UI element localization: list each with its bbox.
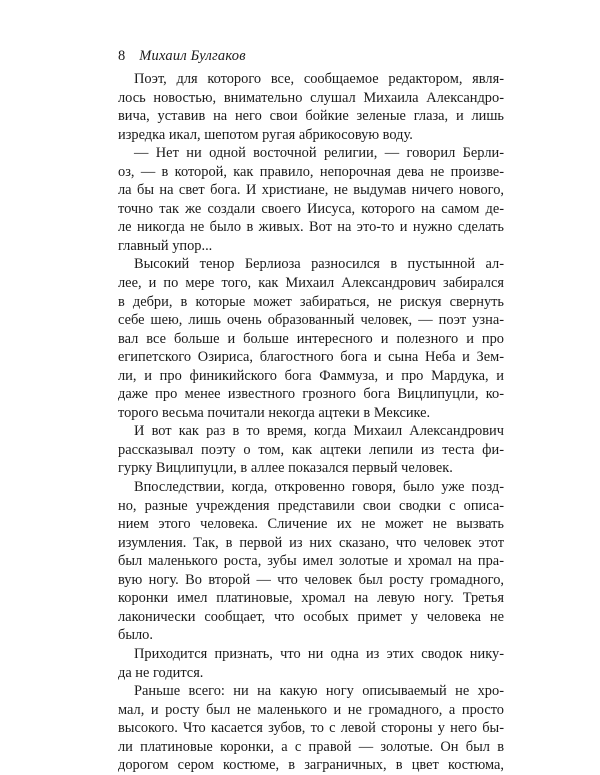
text-line: мал, и росту был не маленького и не громадного, а просто: [118, 701, 504, 718]
text-line: главный упор...: [118, 237, 213, 254]
text-line: нием этого человека. Сличение их не может не вызвать: [118, 516, 504, 533]
text-line: Приходится признать, что ни одна из этих сводок нику-: [134, 645, 504, 662]
text-line: изредка икал, шепотом ругая абрикосовую воду.: [118, 126, 413, 143]
text-line: Раньше всего: ни на какую ногу описываемый не хро-: [134, 683, 504, 700]
text-line: Впоследствии, когда, откровенно говоря, было уже позд-: [134, 479, 504, 496]
text-line: даже про менее известного грозного бога Вицлипуцли, ко-: [118, 386, 504, 403]
text-line: был маленького роста, зубы имел золотые и хромал на пра-: [118, 553, 504, 570]
text-line: ли, и про финикийского бога Фаммуза, и про Мардука, и: [118, 367, 504, 384]
text-line: Высокий тенор Берлиоза разносился в пустынной ал-: [134, 256, 504, 273]
text-line: коронки имел платиновые, хромал на левую ногу. Третья: [118, 590, 504, 607]
text-line: ла бы на свет бога. И христиане, не выдумав ничего нового,: [118, 182, 504, 199]
text-line: но, разные учреждения представили свои сводки с описа-: [118, 497, 504, 514]
page-number: 8: [118, 48, 126, 64]
text-line: — Нет ни одной восточной религии, — говорил Берли-: [134, 145, 504, 162]
text-line: торого весьма почитали некогда ацтеки в Мексике.: [118, 404, 431, 421]
text-line: лось новостью, внимательно слушал Михаила Александро-: [118, 89, 504, 106]
text-line: ле никогда не было в живых. Вот на это-то и нужно сделать: [118, 219, 504, 236]
text-line: точно так же создали своего Иисуса, которого на самом де-: [118, 200, 504, 217]
text-line: рассказывал поэту о том, как ацтеки лепили из теста фи-: [118, 441, 504, 458]
text-line: вича, уставив на него свои бойкие зеленые глаза, и лишь: [118, 108, 504, 125]
body-text: [118, 70, 504, 775]
text-line: Поэт, для которого все, сообщаемое редактором, явля-: [134, 71, 504, 87]
text-line: вую ногу. Во второй — что человек был росту громадного,: [118, 571, 504, 588]
text-line: ли платиновые коронки, а с правой — золотые. Он был в: [118, 738, 504, 755]
text-line: в дебри, в которые может забираться, не рискуя свернуть: [118, 293, 504, 310]
running-title: Михаил Булгаков: [139, 48, 246, 64]
text-line: было.: [118, 627, 153, 644]
text-line: египетского Озириса, благостного бога и сына Неба и Зем-: [118, 349, 504, 366]
text-line: дорогом сером костюме, в заграничных, в цвет костюма,: [118, 757, 504, 774]
text-line: изумления. Так, в первой из них сказано, что человек этот: [118, 534, 504, 551]
text-line: высокого. Что касается зубов, то с левой стороны у него бы-: [118, 720, 504, 737]
text-line: И вот как раз в то время, когда Михаил Александрович: [134, 423, 504, 440]
text-line: гурку Вицлипуцли, в аллее показался первый человек.: [118, 460, 453, 477]
page-header: [118, 48, 246, 65]
text-line: вал все больше и больше интересного и полезного и про: [118, 330, 504, 347]
text-line: лаконически сообщает, что особых примет у человека не: [118, 608, 504, 625]
text-line: оз, — в которой, как правило, непорочная дева не произве-: [118, 163, 504, 180]
text-line: лее, и по мере того, как Михаил Александрович забирался: [118, 275, 504, 292]
text-line: себе шею, лишь очень образованный человек, — поэт узна-: [118, 312, 504, 329]
text-line: да не годится.: [118, 664, 204, 681]
